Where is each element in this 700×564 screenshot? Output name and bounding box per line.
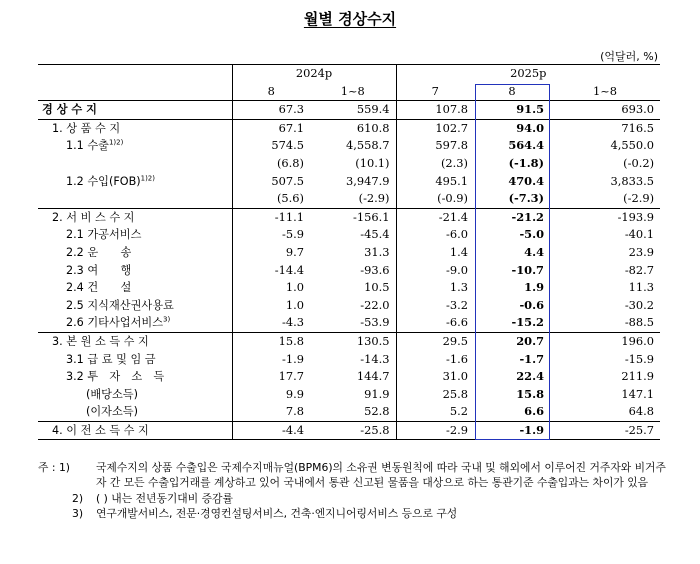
table-row: [38, 351, 660, 369]
cell-value: 31.3: [364, 244, 390, 259]
row-label: (배당소득): [86, 387, 138, 401]
table-row: [38, 101, 660, 120]
cell-value: 1.3: [396, 279, 474, 297]
cell-value: 17.7: [232, 368, 310, 386]
cell-value: 15.8: [516, 386, 544, 401]
cell-value: 31.0: [396, 368, 474, 386]
cell-value: -22.0: [360, 297, 390, 312]
table-row: [38, 314, 660, 332]
header-col: 7: [396, 83, 474, 101]
table-row: [38, 244, 660, 262]
table-row: [38, 403, 660, 421]
header-col: 1~8: [310, 83, 396, 101]
cell-value: 9.9: [232, 386, 310, 404]
cell-value: 574.5: [232, 137, 310, 155]
footnote-ref: 1)2): [108, 138, 124, 147]
cell-value: (-2.9): [623, 191, 655, 206]
row-label: 3.2 투 자 소 득: [66, 370, 165, 384]
row-label: 2. 서 비 스 수 지: [38, 208, 232, 226]
footnote-key: 3): [72, 507, 84, 521]
header-col: 8: [232, 83, 310, 101]
table-row: [38, 262, 660, 280]
cell-value: 91.9: [364, 386, 390, 401]
table-row: [38, 137, 660, 155]
cell-value: -1.9: [474, 421, 550, 440]
cell-value: (5.6): [232, 190, 310, 208]
table-row: [38, 173, 660, 191]
footnote-1: [38, 460, 668, 491]
footnote-2: [38, 491, 668, 506]
cell-value: (10.1): [355, 155, 390, 170]
cell-value: 1.0: [232, 279, 310, 297]
table-row: [38, 208, 660, 226]
cell-value: 4.4: [524, 244, 544, 259]
cell-value: -1.6: [396, 351, 474, 369]
table-row: [38, 279, 660, 297]
cell-value: -40.1: [624, 227, 655, 242]
cell-value: (-1.8): [508, 155, 544, 170]
footnote-text: 국제수지의 상품 수출입은 국제수지매뉴얼(BPM6)의 소유권 변동원칙에 따라 국내 및 해외에서 이루어진 거주자와 비거주자 간 모든 수출입거래를 계상하고 있어 국내에서 통관 신고된 물품을 대상으로 하는 통관기준 수출입과는 차이가 있음: [96, 461, 666, 490]
cell-value: (6.8): [232, 155, 310, 173]
row-label: [38, 190, 232, 208]
cell-value: -5.0: [519, 227, 544, 242]
header-year-2024: 2024p: [232, 65, 396, 83]
cell-value: (-0.2): [623, 155, 655, 170]
row-label: 2.1 가공서비스: [66, 228, 142, 242]
cell-value: 5.2: [396, 403, 474, 421]
cell-value: -10.7: [511, 262, 544, 277]
cell-value: 9.7: [232, 244, 310, 262]
cell-value: 610.8: [310, 119, 396, 137]
table-row: [38, 386, 660, 404]
cell-value: (-0.9): [396, 190, 474, 208]
cell-value: -1.7: [519, 351, 544, 366]
cell-value: -0.6: [519, 297, 544, 312]
cell-value: -1.9: [232, 351, 310, 369]
footnote-text: 연구개발서비스, 전문·경영컨설팅서비스, 건축·엔지니어링서비스 등으로 구성: [96, 507, 458, 521]
table-row: [38, 332, 660, 350]
cell-value: (2.3): [396, 155, 474, 173]
cell-value: 716.5: [550, 119, 660, 137]
footnotes: [38, 460, 668, 522]
cell-value: 1.9: [524, 280, 544, 295]
cell-value: -45.4: [360, 227, 390, 242]
cell-value: 211.9: [621, 369, 655, 384]
cell-value: 22.4: [516, 369, 544, 384]
cell-value: 507.5: [232, 173, 310, 191]
cell-value: -15.9: [624, 351, 655, 366]
cell-value: 29.5: [396, 332, 474, 350]
header-year-2025: 2025p: [396, 65, 660, 83]
cell-value: 3,947.9: [346, 173, 390, 188]
cell-value: 597.8: [396, 137, 474, 155]
cell-value: 11.3: [628, 280, 655, 295]
cell-value: 25.8: [396, 386, 474, 404]
row-label: 3.1 급 료 및 임 금: [66, 352, 156, 366]
table-row: [38, 421, 660, 440]
cell-value: 52.8: [364, 404, 390, 419]
cell-value: 67.1: [232, 119, 310, 137]
current-account-table: [38, 64, 660, 440]
cell-value: 495.1: [396, 173, 474, 191]
cell-value: 1.4: [396, 244, 474, 262]
header-col: 8: [474, 83, 550, 101]
cell-value: (-2.9): [358, 191, 390, 206]
cell-value: 559.4: [356, 102, 390, 117]
row-label: 2.4 건 설: [66, 281, 132, 295]
cell-value: -11.1: [232, 208, 310, 226]
cell-value: 102.7: [396, 119, 474, 137]
row-label: 1. 상 품 수 지: [38, 119, 232, 137]
row-label: 1.1 수출$^{1)2)}$: [66, 138, 124, 153]
cell-value: 15.8: [232, 332, 310, 350]
footnote-key: 2): [72, 491, 84, 505]
cell-value: 564.4: [508, 138, 544, 153]
cell-value: 196.0: [550, 332, 660, 350]
cell-value: -4.4: [232, 421, 310, 440]
cell-value: -30.2: [624, 297, 655, 312]
table-title: 월별 경상수지: [303, 10, 397, 28]
cell-value: -6.0: [396, 226, 474, 244]
cell-value: 67.3: [232, 101, 310, 120]
cell-value: 147.1: [621, 386, 655, 401]
cell-value: 7.8: [232, 403, 310, 421]
cell-value: -93.6: [360, 262, 390, 277]
footnote-ref: 3): [163, 315, 171, 324]
row-label: 2.3 여 행: [66, 263, 132, 277]
cell-value: 23.9: [628, 244, 655, 259]
footnote-key: 1): [58, 461, 71, 474]
cell-value: 3,833.5: [610, 173, 655, 188]
row-label: 4. 이 전 소 득 수 지: [38, 421, 232, 440]
table-row: [38, 190, 660, 208]
cell-value: 130.5: [310, 332, 396, 350]
cell-value: 4,558.7: [346, 138, 390, 153]
cell-value: -156.1: [310, 208, 396, 226]
table-row: [38, 297, 660, 315]
cell-value: 91.5: [516, 102, 544, 117]
cell-value: 20.7: [474, 332, 550, 350]
cell-value: -9.0: [396, 262, 474, 280]
cell-value: 4,550.0: [610, 138, 655, 153]
highlight-box-2025-aug: [475, 84, 550, 440]
cell-value: -82.7: [624, 262, 655, 277]
table-row: [38, 119, 660, 137]
row-label: [38, 155, 232, 173]
header-row-years: [38, 65, 660, 83]
table-row: [38, 226, 660, 244]
cell-value: -88.5: [624, 315, 655, 330]
table-row: [38, 368, 660, 386]
cell-value: -5.9: [232, 226, 310, 244]
row-label: 2.6 기타사업서비스$^{3)}$: [66, 315, 171, 330]
footnote-text: ( ) 내는 전년동기대비 증감률: [96, 491, 233, 505]
cell-value: 94.0: [474, 119, 550, 137]
cell-value: -4.3: [232, 314, 310, 332]
cell-value: -21.4: [396, 208, 474, 226]
header-row-months: [38, 83, 660, 101]
row-label: 1.2 수입(FOB)$^{1)2)}$: [66, 173, 155, 188]
row-label: 2.5 지식재산권사용료: [66, 298, 174, 312]
row-label: 2.2 운 송: [66, 245, 132, 259]
cell-value: -53.9: [360, 315, 390, 330]
cell-value: 107.8: [396, 101, 474, 120]
cell-value: -21.2: [474, 208, 550, 226]
header-col: 1~8: [550, 83, 660, 101]
cell-value: -14.4: [232, 262, 310, 280]
cell-value: 10.5: [364, 280, 390, 295]
cell-value: -6.6: [396, 314, 474, 332]
cell-value: -3.2: [396, 297, 474, 315]
cell-value: 64.8: [628, 404, 655, 419]
row-label: (이자소득): [86, 405, 138, 419]
cell-value: -15.2: [511, 315, 544, 330]
cell-value: (-7.3): [508, 191, 544, 206]
cell-value: -2.9: [396, 421, 474, 440]
table-row: [38, 155, 660, 173]
cell-value: 144.7: [356, 369, 390, 384]
footnote-prefix: 주 :: [38, 461, 56, 474]
footnote-3: [38, 506, 668, 521]
cell-value: 693.0: [621, 102, 655, 117]
cell-value: 470.4: [508, 173, 544, 188]
row-label: 경 상 수 지: [42, 103, 97, 117]
cell-value: -25.7: [550, 421, 660, 440]
cell-value: -14.3: [360, 351, 390, 366]
cell-value: -193.9: [550, 208, 660, 226]
row-label: 3. 본 원 소 득 수 지: [38, 332, 232, 350]
cell-value: 1.0: [232, 297, 310, 315]
cell-value: 6.6: [524, 404, 544, 419]
cell-value: -25.8: [310, 421, 396, 440]
unit-label: (억달러, %): [600, 50, 658, 63]
footnote-ref: 1)2): [140, 173, 155, 182]
